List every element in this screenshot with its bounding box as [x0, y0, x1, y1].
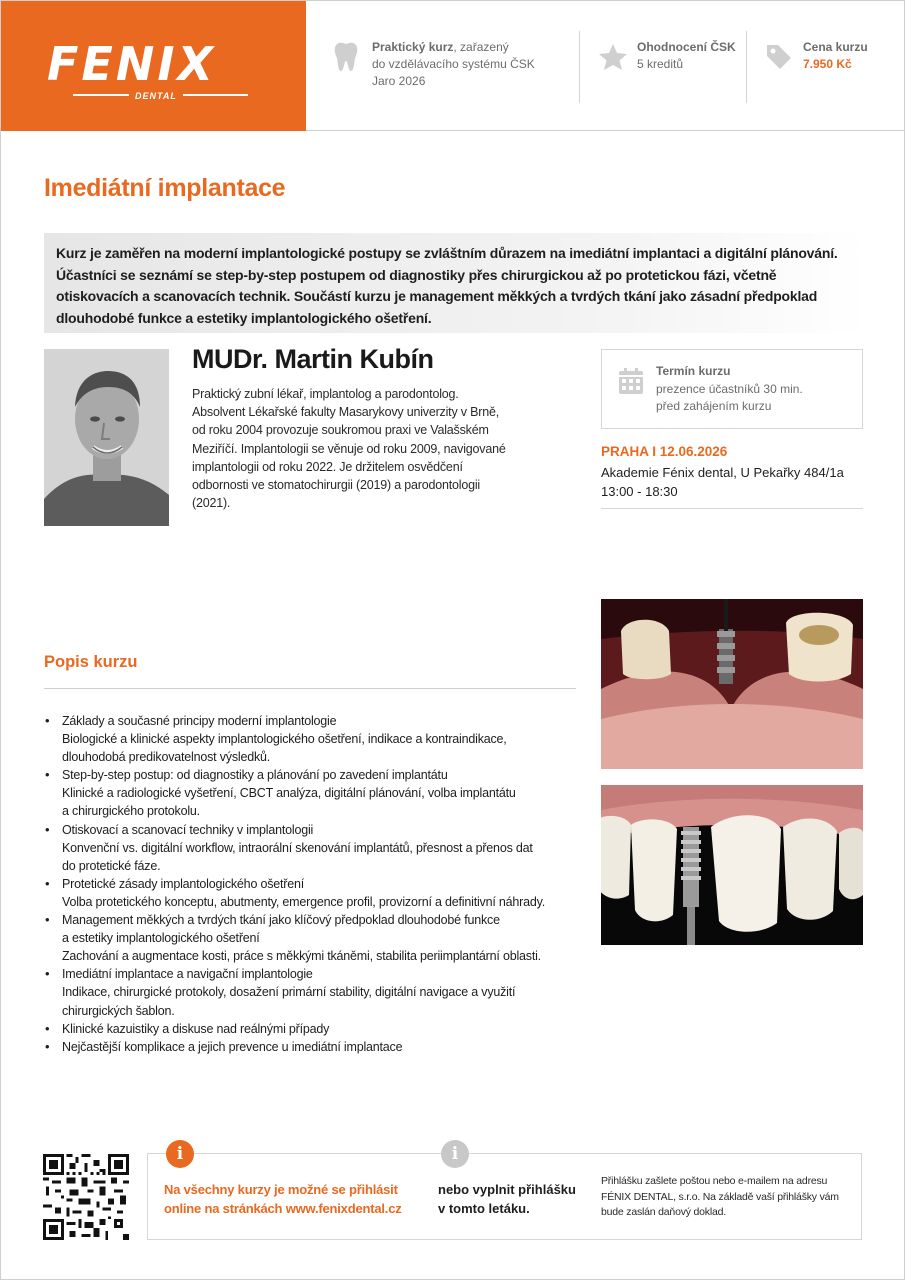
topic-detail: Klinické a radiologické vyšetření, CBCT analýza, digitální plánování, volba implantátu [62, 786, 516, 801]
course-type-system: do vzdělávacího systému ČSK [372, 57, 535, 71]
list-item [44, 712, 584, 766]
lecturer-bio [192, 385, 537, 512]
bio-line: Absolvent Lékařské fakulty Masarykovy univerzity v Brně, [192, 405, 499, 420]
term-city-date: PRAHA I 12.06.2026 [601, 444, 728, 459]
price-info [803, 39, 868, 73]
rating-info [637, 39, 736, 73]
logo-subtitle: DENTAL [129, 91, 183, 101]
list-item [44, 875, 584, 911]
course-title: Imediátní implantace [44, 174, 286, 202]
term-location [601, 463, 844, 501]
topic-head-continued: a estetiky implantologického ošetření [62, 931, 260, 946]
bio-line: implantologii od roku 2022. Je držitelem osvědčení [192, 459, 463, 474]
course-type-suffix: , zařazený [453, 40, 509, 54]
topic-detail: Indikace, chirurgické protokoly, dosažení primární stability, digitální navigace a využití [62, 985, 516, 1000]
bio-line: Praktický zubní lékař, implantolog a parodontolog. [192, 387, 459, 401]
section-divider [44, 688, 576, 689]
topic-head: • Klinické kazuistiky a diskuse nad reálnými případy [62, 1021, 330, 1036]
topic-head: • Základy a současné principy moderní implantologie [62, 714, 337, 728]
star-icon [598, 43, 628, 71]
list-item [44, 766, 584, 820]
list-item [44, 911, 584, 965]
course-intro: Kurz je zaměřen na moderní implantologické postupy se zvláštním důrazem na imediátní implantaci a digitální plánování. Účastníci se seznámí se step-by-step postupem od diagnostiky přes chirurgickou až po protetickou fázi, včetně otiskovacích a scanovacích technik. Součástí kurzu je management měkkých a tvrdých tkání jako zásadní předpoklad dlouhodobé funkce a estetiky implantologického ošetření. [44, 233, 866, 333]
list-item [44, 965, 584, 1019]
fenix-logo[interactable] [1, 1, 306, 131]
clinical-photo-lower-jaw [601, 599, 863, 769]
course-type-info [372, 39, 535, 90]
qr-code-icon[interactable] [43, 1154, 129, 1240]
topic-detail: Zachování a augmentace kosti, práce s měkkými tkáněmi, stabilita periimplantární oblasti. [62, 949, 541, 964]
info-icon: i [441, 1140, 469, 1168]
term-note-line: prezence účastníků 30 min. [656, 382, 803, 396]
info-icon: i [166, 1140, 194, 1168]
topic-detail: a chirurgického protokolu. [62, 804, 200, 819]
online-registration-text[interactable] [164, 1180, 402, 1218]
bio-line: odbornosti ve stomatochirurgii (2019) a parodontologii [192, 478, 480, 493]
paper-registration-text [438, 1180, 576, 1218]
calendar-icon [619, 368, 643, 394]
bio-line: (2021). [192, 496, 231, 511]
topic-detail: dlouhodobá predikovatelnost výsledků. [62, 750, 271, 765]
lecturer-photo [44, 349, 169, 526]
registration-note [601, 1174, 851, 1221]
list-item [44, 1020, 584, 1038]
term-time: 13:00 - 18:30 [601, 484, 678, 499]
lecturer-name: MUDr. Martin Kubín [192, 344, 434, 374]
topic-head: • Otiskovací a scanovací techniky v implantologii [62, 822, 314, 837]
topic-detail: do protetické fáze. [62, 858, 161, 873]
rating-value: 5 kreditů [637, 57, 684, 71]
header-separator [579, 31, 580, 103]
topic-detail: Konvenční vs. digitální workflow, intraorální skenování implantátů, přesnost a přenos dat [62, 840, 533, 855]
term-note-line: před zahájením kurzu [656, 399, 772, 413]
course-term-box [601, 349, 863, 429]
bio-line: Meziříčí. Implantologii se věnuje od roku 2009, navigované [192, 441, 506, 456]
logo-wordmark: FENIX [47, 37, 216, 91]
paper-registration-line: v tomto letáku. [438, 1201, 530, 1216]
course-topic-list [44, 712, 584, 1056]
online-registration-line: Na všechny kurzy je možné se přihlásit [164, 1182, 398, 1197]
course-term-season: Jaro 2026 [372, 74, 426, 88]
term-label: Termín kurzu [656, 364, 731, 378]
course-type-label: Praktický kurz [372, 40, 454, 54]
topic-detail: Biologické a klinické aspekty implantologického ošetření, indikace a kontraindikace, [62, 732, 507, 747]
registration-note-line: FÉNIX DENTAL, s.r.o. Na základě vaší přihlášky vám [601, 1190, 839, 1203]
term-venue: Akademie Fénix dental, U Pekařky 484/1a [601, 465, 844, 480]
clinical-photo-front-teeth [601, 785, 863, 945]
registration-note-line: bude zaslán daňový doklad. [601, 1206, 726, 1218]
topic-head: • Imediátní implantace a navigační implantologie [62, 967, 313, 982]
tooth-icon [333, 41, 359, 73]
topic-detail: chirurgických šablon. [62, 1003, 175, 1018]
online-registration-link[interactable]: online na stránkách www.fenixdental.cz [164, 1201, 402, 1216]
list-item [44, 821, 584, 875]
topic-head: • Nejčastější komplikace a jejich prevence u imediátní implantace [62, 1039, 403, 1054]
paper-registration-line: nebo vyplnit přihlášku [438, 1182, 576, 1197]
header-separator [746, 31, 747, 103]
bio-line: od roku 2004 provozuje soukromou praxi ve Valašském [192, 423, 489, 438]
topic-head: • Management měkkých a tvrdých tkání jako klíčový předpoklad dlouhodobé funkce [62, 913, 500, 928]
registration-note-line: Přihlášku zašlete poštou nebo e-mailem na adresu [601, 1175, 828, 1187]
price-label: Cena kurzu [803, 40, 868, 54]
topic-head: • Protetické zásady implantologického ošetření [62, 876, 305, 891]
term-note [656, 381, 803, 415]
price-tag-icon [765, 43, 793, 71]
topic-detail: Volba protetického konceptu, abutmenty, emergence profil, provizorní a definitivní náhrady. [62, 894, 546, 909]
price-value: 7.950 Kč [803, 57, 852, 71]
header-divider [306, 130, 905, 131]
list-item [44, 1038, 584, 1056]
topic-head: • Step-by-step postup: od diagnostiky a plánování po zavedení implantátu [62, 768, 448, 783]
rating-label: Ohodnocení ČSK [637, 40, 736, 54]
course-description-title: Popis kurzu [44, 653, 138, 671]
term-divider [601, 508, 863, 509]
